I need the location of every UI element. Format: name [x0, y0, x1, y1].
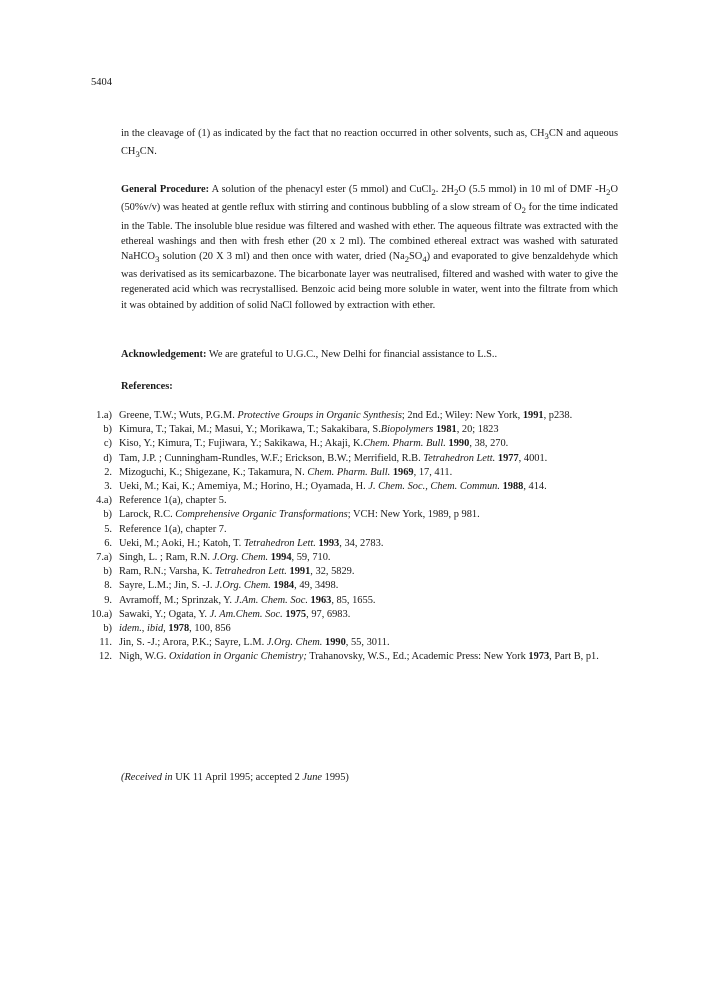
reference-item: [91, 608, 621, 622]
reference-item: [91, 622, 621, 636]
reference-number: c): [103, 438, 112, 450]
reference-number: b): [103, 623, 112, 635]
reference-item: [91, 480, 621, 494]
intro-paragraph: in the cleavage of (1) as indicated by the fact that no reaction occurred in other solvents, such as, $CH_3CN$ and aqueous $CH_3CN$.: [121, 128, 618, 160]
reference-number: 4.a): [96, 495, 112, 507]
reference-text: Kimura, T.; Takai, M.; Masui, Y.; Morikawa, T.; Sakakibara, S.Biopolymers 1981, 20; 1823: [119, 424, 499, 436]
reference-item: [91, 594, 621, 608]
reference-item: [91, 466, 621, 480]
reference-item: [91, 452, 621, 466]
reference-number: 10.a): [91, 608, 113, 620]
reference-item: [91, 565, 621, 579]
references-heading: References:: [121, 381, 173, 392]
reference-item: [91, 494, 621, 508]
reference-item: [91, 508, 621, 522]
reference-item: [91, 437, 621, 451]
reference-text: Ueki, M.; Kai, K.; Amemiya, M.; Horino, H.; Oyamada, H. J. Chem. Soc., Chem. Commun. 1988, 414.: [119, 481, 547, 493]
reference-number: 3.: [104, 481, 112, 493]
procedure-heading: General Procedure:: [121, 184, 210, 195]
reference-number: b): [103, 566, 112, 578]
references-list: [91, 409, 621, 665]
reference-number: 9.: [104, 594, 112, 606]
reference-text: Larock, R.C. Comprehensive Organic Transformations; VCH: New York, 1989, p 981.: [119, 509, 480, 521]
reference-text: Ueki, M.; Aoki, H.; Katoh, T. Tetrahedron Lett. 1993, 34, 2783.: [119, 537, 384, 549]
reference-number: 8.: [104, 580, 112, 592]
reference-item: [91, 409, 621, 423]
reference-text: Kiso, Y.; Kimura, T.; Fujiwara, Y.; Sakikawa, H.; Akaji, K.Chem. Pharm. Bull. 1990, 38, 270.: [119, 438, 509, 450]
acknowledgement-heading: Acknowledgement:: [121, 349, 207, 360]
reference-text: Reference 1(a), chapter 7.: [119, 523, 227, 535]
reference-text: Sayre, L.M.; Jin, S. -J. J.Org. Chem. 1984, 49, 3498.: [119, 580, 339, 592]
reference-number: 11.: [99, 637, 112, 649]
reference-number: b): [103, 424, 112, 436]
reference-item: [91, 423, 621, 437]
reference-text: Nigh, W.G. Oxidation in Organic Chemistry; Trahanovsky, W.S., Ed.; Academic Press: New York 1973, Part B, p1.: [119, 651, 599, 663]
reference-item: [91, 636, 621, 650]
reference-item: [91, 579, 621, 593]
reference-text: Greene, T.W.; Wuts, P.G.M. Protective Groups in Organic Synthesis; 2nd Ed.; Wiley: New York, 1991, p238.: [119, 410, 573, 421]
reference-number: 7.a): [96, 552, 112, 564]
reference-number: 2.: [104, 466, 112, 478]
reference-text: Ram, R.N.; Varsha, K. Tetrahedron Lett. 1991, 32, 5829.: [119, 566, 355, 578]
reference-number: d): [103, 452, 112, 464]
reference-item: [91, 523, 621, 537]
reference-number: 12.: [99, 651, 112, 663]
reference-text: Reference 1(a), chapter 5.: [119, 495, 227, 507]
reference-text: Sawaki, Y.; Ogata, Y. J. Am.Chem. Soc. 1975, 97, 6983.: [119, 608, 351, 620]
reference-item: [91, 551, 621, 565]
reference-text: Tam, J.P. ; Cunningham-Rundles, W.F.; Erickson, B.W.; Merrifield, R.B. Tetrahedron Lett. 1977, 4001.: [119, 452, 548, 464]
reference-number: 1.a): [96, 410, 112, 421]
received-date-line: (Received in UK 11 April 1995; accepted 2 June 1995): [121, 772, 349, 783]
general-procedure-paragraph: General Procedure: A solution of the phenacyl ester (5 mmol) and CuCl$_2$. $2H_2O$ (5.5 mmol) in 10 ml of DMF $-H_2O$ (50%v/v) was heated at gentle reflux with stirring and continous bubbling of a slow stream of $O_2$ for the time indicated in the Table. The insoluble blue residue was filtered and washed with ether. The aqueous filtrate was extracted with the ethereal washings and then with fresh ether (20 x 2 ml). The combined ethereal extract was washed with saturated NaHCO$_3$ solution (20 X 3 ml) and then once with water, dried $(Na_2SO_4)$ and evaporated to give benzaldehyde which was derivatised as its semicarbazone. The bicarbonate layer was neutralised, filtered and washed with water to give the regenerated acid which was recrystallised. Benzoic acid being more soluble in water, went into the filtrate from which it was obtained by addition of solid NaCl followed by extraction with ether.: [121, 184, 618, 311]
reference-text: Mizoguchi, K.; Shigezane, K.; Takamura, N. Chem. Pharm. Bull. 1969, 17, 411.: [119, 466, 453, 478]
reference-text: idem., ibid, 1978, 100, 856: [119, 623, 231, 635]
page-number: 5404: [91, 77, 112, 88]
reference-number: b): [103, 509, 112, 521]
reference-item: [91, 650, 621, 664]
acknowledgement-paragraph: Acknowledgement: We are grateful to U.G.C., New Delhi for financial assistance to L.S..: [121, 349, 498, 360]
reference-number: 5.: [104, 523, 112, 535]
reference-text: Jin, S. -J.; Arora, P.K.; Sayre, L.M. J.Org. Chem. 1990, 55, 3011.: [119, 637, 390, 649]
reference-item: [91, 537, 621, 551]
reference-number: 6.: [104, 537, 112, 549]
reference-text: Avramoff, M.; Sprinzak, Y. J.Am. Chem. Soc. 1963, 85, 1655.: [119, 594, 376, 606]
reference-text: Singh, L. ; Ram, R.N. J.Org. Chem. 1994, 59, 710.: [119, 552, 331, 564]
